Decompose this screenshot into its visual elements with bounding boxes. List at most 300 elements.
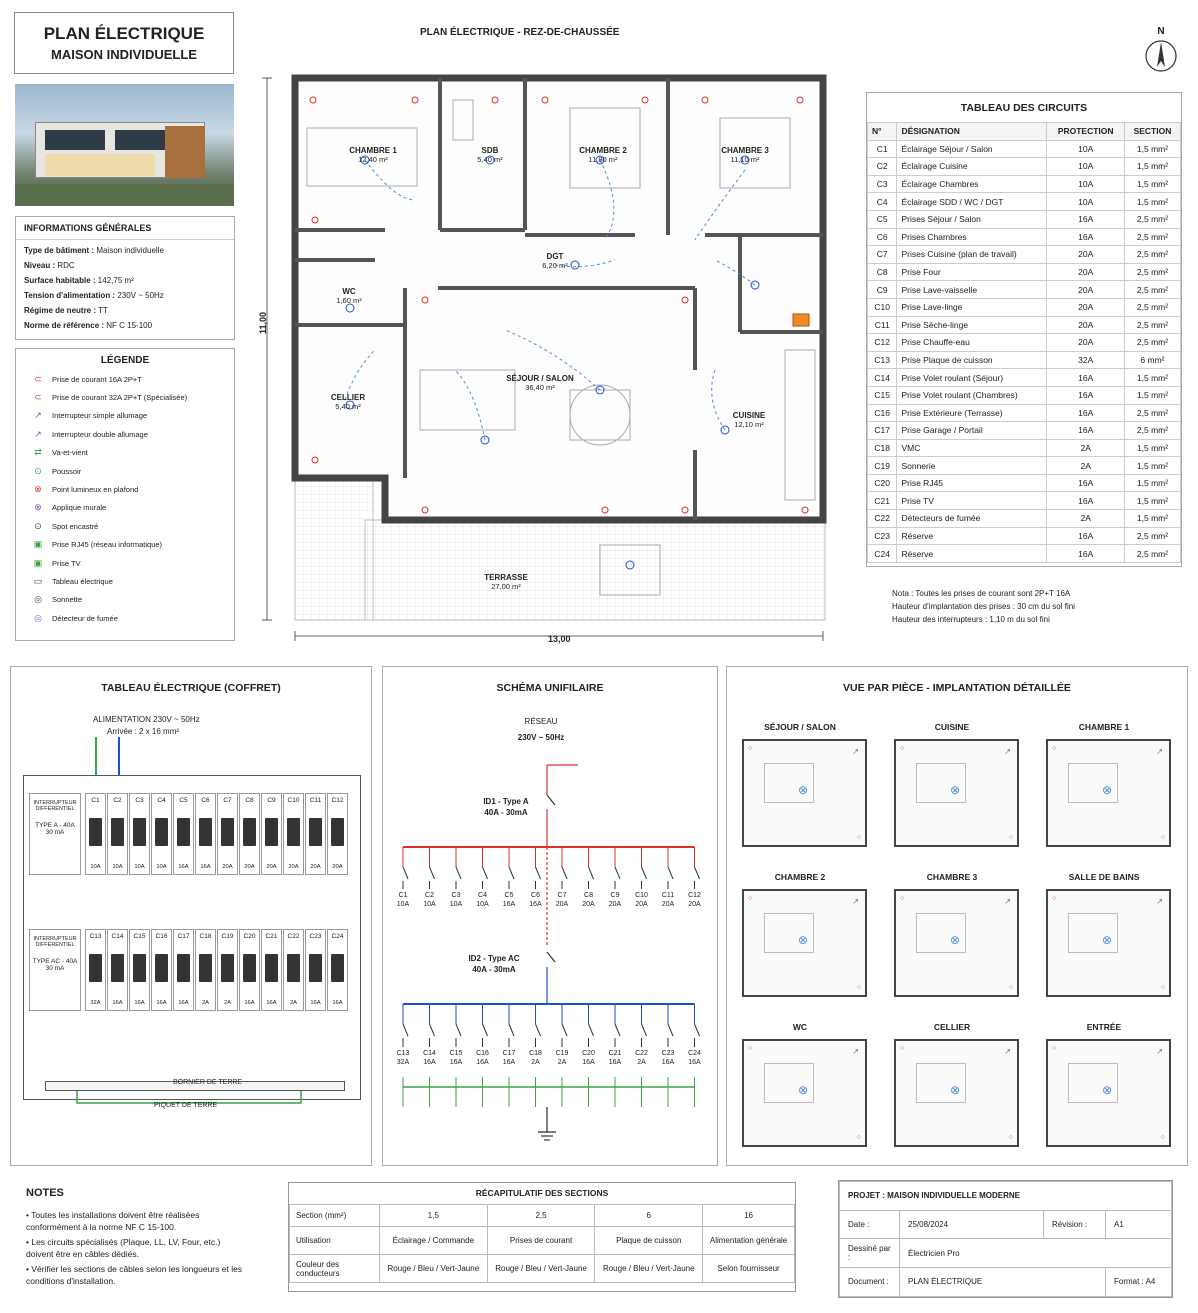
- circuit-cell: 10A: [1047, 140, 1125, 158]
- notes-panel: [26, 1187, 246, 1290]
- section-cell: Prises de courant: [487, 1227, 595, 1255]
- info-label: Type de bâtiment :: [24, 246, 95, 255]
- circuit-row: [868, 457, 1181, 475]
- legend-item: [24, 370, 226, 388]
- coffret-arrivee: Arrivée : 2 x 16 mm²: [107, 727, 180, 736]
- uni-circuit-label: [497, 1049, 521, 1067]
- notes-title: NOTES: [26, 1187, 64, 1199]
- legend-symbol-icon: ⊙: [34, 520, 42, 531]
- legend-item: [24, 499, 226, 517]
- breaker-rating: 10A: [134, 864, 145, 870]
- uni-circuit-rating: 16A: [529, 901, 542, 908]
- breaker-toggle-icon: [155, 954, 168, 982]
- breaker: [151, 793, 172, 875]
- breaker-name: C18: [199, 933, 212, 940]
- uni-circuit-name: C24: [688, 1050, 701, 1057]
- circuit-row: [868, 492, 1181, 510]
- breaker-rating: 20A: [332, 864, 343, 870]
- vue-room-plan: [1046, 1039, 1171, 1147]
- uni-circuit-name: C2: [425, 892, 434, 899]
- notes-items: [26, 1209, 246, 1287]
- socket-icon: ○: [900, 745, 905, 752]
- legend-item: [24, 407, 226, 425]
- circuit-cell: 1,5 mm²: [1124, 492, 1180, 510]
- section-cell: Rouge / Bleu / Vert-Jaune: [487, 1255, 595, 1283]
- uni-circuit-rating: 32A: [396, 1059, 410, 1066]
- circuit-cell: 1,5 mm²: [1124, 158, 1180, 176]
- vue-room-plan: [742, 889, 867, 997]
- uni-circuit-label: [683, 1049, 707, 1067]
- breaker-toggle-icon: [133, 818, 146, 846]
- info-value: 230V ~ 50Hz: [115, 291, 164, 300]
- uni-circuit-name: C3: [451, 892, 461, 899]
- breaker-name: C9: [267, 797, 276, 804]
- uni-circuit-label: [444, 891, 468, 909]
- circuit-cell: Prise Garage / Portail: [897, 422, 1047, 440]
- vue-room-title: CUISINE: [934, 722, 970, 732]
- section-cell: Utilisation: [290, 1227, 380, 1255]
- circuit-cell: 2,5 mm²: [1124, 228, 1180, 246]
- vue-room-plan: [1046, 739, 1171, 847]
- circuit-cell: VMC: [897, 439, 1047, 457]
- socket-icon: ○: [900, 895, 905, 902]
- uni-circuit-label: [391, 1049, 415, 1067]
- circuit-cell: Détecteurs de fumée: [897, 510, 1047, 528]
- vue-room-title: WC: [792, 1022, 808, 1032]
- circuit-cell: C24: [868, 545, 897, 563]
- breaker-rating: 16A: [332, 1000, 343, 1006]
- reseau-label: RÉSEAU: [524, 717, 558, 726]
- uni-circuit-label: [630, 1049, 654, 1067]
- section-cell: 6: [595, 1205, 703, 1227]
- diff2: INTERRUPTEUR DIFFÉRENTIEL TYPE AC - 40A 30 mA: [29, 929, 81, 1011]
- uni-circuit-rating: 16A: [449, 1059, 463, 1066]
- circuit-cell: C9: [868, 281, 897, 299]
- breaker: [129, 929, 150, 1011]
- circuit-cell: 16A: [1047, 210, 1125, 228]
- breaker: [261, 793, 282, 875]
- breaker-rating: 20A: [222, 864, 233, 870]
- vue-room-plan: [742, 739, 867, 847]
- uni-circuit-name: C16: [476, 1050, 489, 1057]
- wire-line: [642, 1024, 647, 1036]
- breaker-name: C10: [287, 797, 300, 804]
- switch-icon: ↗: [1004, 747, 1011, 756]
- breaker-toggle-icon: [287, 818, 300, 846]
- wire-line: [668, 867, 673, 879]
- section-cell: Section (mm²): [290, 1205, 380, 1227]
- plan-title: PLAN ÉLECTRIQUE - REZ-DE-CHAUSSÉE: [420, 27, 620, 38]
- rev-label: Révision :: [1044, 1210, 1106, 1239]
- uni-circuit-rating: 16A: [582, 1059, 595, 1066]
- uni-circuit-rating: 10A: [423, 901, 436, 908]
- breaker-name: C20: [243, 933, 256, 940]
- sections-table: [289, 1204, 795, 1283]
- uni-circuit-label: [444, 1049, 468, 1067]
- circuit-row: [868, 281, 1181, 299]
- ceiling-light-icon: ⊗: [950, 1083, 961, 1097]
- circuit-cell: 16A: [1047, 474, 1125, 492]
- circuit-row: [868, 527, 1181, 545]
- legend-label: Interrupteur double allumage: [52, 429, 148, 439]
- circuit-cell: Éclairage Séjour / Salon: [897, 140, 1047, 158]
- uni-circuit-name: C10: [635, 892, 648, 899]
- circuit-row: [868, 263, 1181, 281]
- breaker-toggle-icon: [133, 954, 146, 982]
- breaker-toggle-icon: [111, 954, 124, 982]
- breaker-toggle-icon: [111, 818, 124, 846]
- room-wc: WC 1,60 m²: [336, 287, 362, 305]
- breaker-rating: 16A: [178, 864, 189, 870]
- circuit-row: [868, 140, 1181, 158]
- ceiling-light-icon: ⊗: [1102, 783, 1113, 797]
- breaker-toggle-icon: [331, 954, 344, 982]
- legend-label: Applique murale: [52, 503, 107, 513]
- circuit-cell: 2A: [1047, 510, 1125, 528]
- circuit-cell: 16A: [1047, 545, 1125, 563]
- legend-item: [24, 462, 226, 480]
- socket-icon: ○: [748, 745, 753, 752]
- dim-height: 11,00: [258, 311, 269, 335]
- info-label: Norme de référence :: [24, 321, 105, 330]
- breaker: [283, 793, 304, 875]
- socket-icon: ○: [1008, 834, 1013, 841]
- breaker: [151, 929, 172, 1011]
- uni-circuit-label: [524, 1049, 548, 1067]
- legend-item: [24, 517, 226, 535]
- uni-circuit-label: [471, 891, 495, 909]
- dim-width: 13,00: [548, 634, 571, 644]
- circuit-cell: 16A: [1047, 369, 1125, 387]
- info-value: RDC: [55, 261, 75, 270]
- circuit-cell: 2,5 mm²: [1124, 422, 1180, 440]
- uni-circuit-rating: 2A: [637, 1059, 646, 1066]
- circuit-cell: 16A: [1047, 527, 1125, 545]
- supply-wires: [11, 737, 373, 777]
- circuit-cell: 2,5 mm²: [1124, 316, 1180, 334]
- circuit-cell: C19: [868, 457, 897, 475]
- ceiling-light-icon: ⊗: [798, 933, 809, 947]
- vue-room-title: SALLE DE BAINS: [1068, 872, 1140, 882]
- breaker-rating: 20A: [288, 864, 299, 870]
- sections-title: RÉCAPITULATIF DES SECTIONS: [475, 1188, 609, 1198]
- circuit-row: [868, 175, 1181, 193]
- legend-label: Spot encastré: [52, 521, 99, 531]
- uni-circuit-rating: 2A: [531, 1059, 540, 1066]
- legend-label: Prise TV: [52, 558, 81, 568]
- circuit-cell: 2,5 mm²: [1124, 210, 1180, 228]
- wire-line: [547, 952, 555, 962]
- circuit-cell: 1,5 mm²: [1124, 175, 1180, 193]
- uni-circuit-label: [577, 1049, 601, 1067]
- breaker: [85, 793, 106, 875]
- circuit-cell: 20A: [1047, 298, 1125, 316]
- wire-line: [403, 867, 408, 879]
- circuit-row: [868, 474, 1181, 492]
- section-row: [290, 1205, 795, 1227]
- uni-circuit-name: C15: [449, 1050, 463, 1057]
- uni-circuit-label: [656, 891, 680, 909]
- breakers-row1: [85, 793, 349, 875]
- circuit-cell: 10A: [1047, 158, 1125, 176]
- section-cell: 2,5: [487, 1205, 595, 1227]
- circuits-header: PROTECTION: [1047, 123, 1125, 141]
- breaker-rating: 20A: [244, 864, 255, 870]
- section-cell: Rouge / Bleu / Vert-Jaune: [380, 1255, 488, 1283]
- room-sejour: SÉJOUR / SALON 36,40 m²: [506, 374, 574, 392]
- breaker-rating: 16A: [134, 1000, 145, 1006]
- legend-title: LÉGENDE: [100, 355, 150, 366]
- section-cell: Éclairage / Commande: [380, 1227, 488, 1255]
- info-label: Niveau :: [24, 261, 56, 270]
- breaker-toggle-icon: [309, 818, 322, 846]
- breaker-rating: 16A: [178, 1000, 189, 1006]
- legend-label: Prise de courant 16A 2P+T: [52, 374, 142, 384]
- date-value: 25/08/2024: [900, 1210, 1044, 1239]
- dessine-value: Électricien Pro: [900, 1239, 1172, 1268]
- vue-room-title: ENTRÉE: [1086, 1022, 1122, 1032]
- legend-symbol-icon: ⊙: [34, 465, 42, 476]
- id1-name: ID1 - Type A: [483, 797, 529, 806]
- breaker-name: C12: [331, 797, 344, 804]
- legend-label: Interrupteur simple allumage: [52, 411, 148, 421]
- breaker-name: C5: [179, 797, 188, 804]
- info-panel: [15, 216, 235, 340]
- legend-label: Tableau électrique: [52, 576, 113, 586]
- uni-circuit-rating: 10A: [449, 901, 463, 908]
- uni-circuit-name: C9: [610, 892, 620, 899]
- circuit-cell: Prise Lave-vaisselle: [897, 281, 1047, 299]
- breaker: [173, 793, 194, 875]
- breaker-rating: 16A: [244, 1000, 255, 1006]
- section-cell: Couleur des conducteurs: [290, 1255, 380, 1283]
- info-value: 142,75 m²: [95, 276, 134, 285]
- circuit-cell: C6: [868, 228, 897, 246]
- uni-circuit-name: C5: [504, 892, 514, 899]
- breaker: [107, 793, 128, 875]
- circuits-header: SECTION: [1124, 123, 1180, 141]
- breaker-toggle-icon: [177, 818, 190, 846]
- circuit-cell: C16: [868, 404, 897, 422]
- section-row: [290, 1255, 795, 1283]
- coffret-panel: [10, 666, 372, 1166]
- title-box: [14, 12, 234, 74]
- circuit-cell: 2,5 mm²: [1124, 334, 1180, 352]
- breaker-toggle-icon: [221, 818, 234, 846]
- breaker-toggle-icon: [309, 954, 322, 982]
- circuit-cell: 2,5 mm²: [1124, 246, 1180, 264]
- legend-symbol-icon: ◎: [34, 594, 42, 605]
- uni-circuit-name: C14: [423, 1050, 436, 1057]
- wire-line: [562, 1024, 567, 1036]
- breaker: [217, 793, 238, 875]
- uni-circuit-label: [656, 1049, 680, 1067]
- uni-circuit-label: [683, 891, 707, 909]
- switch-icon: ↗: [1156, 747, 1163, 756]
- legend-symbol-icon: ⇄: [34, 447, 42, 458]
- breaker-rating: 2A: [289, 1000, 298, 1006]
- circuit-cell: 20A: [1047, 263, 1125, 281]
- uni-circuit-label: [391, 891, 415, 909]
- uni-circuit-rating: 16A: [502, 1059, 516, 1066]
- section-cell: Rouge / Bleu / Vert-Jaune: [595, 1255, 703, 1283]
- uni-circuit-name: C21: [608, 1050, 622, 1057]
- wire-line: [695, 867, 700, 879]
- switch-icon: ↗: [852, 897, 859, 906]
- switch-icon: ↗: [1004, 897, 1011, 906]
- socket-icon: ○: [1160, 834, 1165, 841]
- wire-line: [695, 1024, 700, 1036]
- id1-spec: 40A - 30mA: [484, 808, 528, 817]
- room-dgt: DGT 6,20 m²: [542, 252, 568, 270]
- ceiling-light-icon: ⊗: [1102, 1083, 1113, 1097]
- breaker-toggle-icon: [199, 818, 212, 846]
- breaker-toggle-icon: [221, 954, 234, 982]
- circuit-cell: C21: [868, 492, 897, 510]
- breaker-name: C16: [155, 933, 168, 940]
- uni-circuit-rating: 16A: [423, 1059, 436, 1066]
- unifilaire-panel: [382, 666, 718, 1166]
- breaker-rating: 16A: [156, 1000, 167, 1006]
- socket-icon: ○: [900, 1045, 905, 1052]
- breaker-name: C21: [265, 933, 278, 940]
- uni-circuit-rating: 2A: [557, 1059, 567, 1066]
- socket-icon: ○: [856, 1134, 861, 1141]
- circuit-cell: Prise Chauffe-eau: [897, 334, 1047, 352]
- breaker-name: C14: [111, 933, 124, 940]
- breaker-toggle-icon: [89, 818, 102, 846]
- circuit-cell: 16A: [1047, 386, 1125, 404]
- breaker-toggle-icon: [331, 818, 344, 846]
- tension-label: 230V ~ 50Hz: [517, 733, 565, 742]
- uni-circuit-rating: 20A: [635, 901, 648, 908]
- wire-line: [509, 867, 514, 879]
- circuit-cell: 32A: [1047, 351, 1125, 369]
- room-cellier: CELLIER 5,40 m²: [330, 393, 366, 411]
- circuit-cell: C7: [868, 246, 897, 264]
- breaker-toggle-icon: [265, 954, 278, 982]
- id2-name: ID2 - Type AC: [468, 954, 520, 963]
- breaker-toggle-icon: [89, 954, 102, 982]
- circuit-cell: 2A: [1047, 439, 1125, 457]
- breaker-name: C3: [135, 797, 144, 804]
- room-terrasse: TERRASSE 27,00 m²: [484, 573, 528, 591]
- wire-line: [536, 867, 541, 879]
- uni-circuit-name: C20: [582, 1050, 595, 1057]
- circuit-row: [868, 228, 1181, 246]
- circuits-panel: [866, 92, 1182, 567]
- room-chambre3: CHAMBRE 3 11,10 m²: [721, 146, 769, 164]
- breaker-name: C11: [309, 797, 322, 804]
- uni-circuit-name: C17: [502, 1050, 516, 1057]
- format-cell: Format : A4: [1106, 1268, 1172, 1297]
- circuit-cell: 1,5 mm²: [1124, 457, 1180, 475]
- circuit-note: Nota : Toutes les prises de courant sont 2P+T 16A: [892, 589, 1071, 598]
- breaker-name: C22: [287, 933, 300, 940]
- wire-line: [547, 795, 555, 805]
- legend-item: [24, 388, 226, 406]
- wire-line: [403, 1024, 408, 1036]
- circuit-cell: 1,5 mm²: [1124, 474, 1180, 492]
- dessine-label: Dessiné par :: [840, 1239, 900, 1268]
- circuit-cell: 2,5 mm²: [1124, 298, 1180, 316]
- circuit-cell: C22: [868, 510, 897, 528]
- legend-item: [24, 572, 226, 590]
- breaker: [239, 929, 260, 1011]
- socket-icon: ○: [1052, 745, 1057, 752]
- uni-circuit-name: C12: [688, 892, 701, 899]
- socket-icon: ○: [748, 1045, 753, 1052]
- info-row: [24, 303, 226, 318]
- breaker-rating: 16A: [310, 1000, 321, 1006]
- uni-circuit-rating: 16A: [688, 1059, 701, 1066]
- vue-panel: [726, 666, 1188, 1166]
- switch-icon: ↗: [1156, 1047, 1163, 1056]
- circuit-cell: 2,5 mm²: [1124, 527, 1180, 545]
- breaker-toggle-icon: [265, 818, 278, 846]
- breaker: [129, 793, 150, 875]
- legend-label: Poussoir: [52, 466, 82, 476]
- circuit-row: [868, 386, 1181, 404]
- legend-label: Point lumineux en plafond: [52, 485, 139, 495]
- circuit-row: [868, 439, 1181, 457]
- socket-icon: ○: [1160, 984, 1165, 991]
- uni-circuit-rating: 16A: [502, 901, 516, 908]
- unifilaire-diagram: [383, 667, 719, 1167]
- uni-circuit-label: [550, 1049, 574, 1067]
- circuits-header: N°: [868, 123, 897, 141]
- switch-icon: ↗: [852, 1047, 859, 1056]
- circuit-cell: Prise Four: [897, 263, 1047, 281]
- breaker-toggle-icon: [155, 818, 168, 846]
- legend-label: Va-et-vient: [52, 448, 88, 458]
- circuit-cell: 6 mm²: [1124, 351, 1180, 369]
- breaker: [173, 929, 194, 1011]
- section-cell: 1,5: [380, 1205, 488, 1227]
- info-label: Tension d'alimentation :: [24, 291, 116, 300]
- breaker-rating: 10A: [112, 864, 123, 870]
- note-item: • Vérifier les sections de câbles selon les longueurs et les conditions d'installation.: [26, 1264, 243, 1286]
- circuit-cell: C8: [868, 263, 897, 281]
- breaker-rating: 16A: [112, 1000, 123, 1006]
- uni-circuit-rating: 10A: [476, 901, 489, 908]
- circuit-cell: 16A: [1047, 492, 1125, 510]
- wire-line: [536, 1024, 541, 1036]
- uni-circuit-name: C8: [584, 892, 593, 899]
- wire-line: [456, 867, 461, 879]
- wire-line: [589, 1024, 594, 1036]
- legend-label: Prise RJ45 (réseau informatique): [52, 540, 163, 550]
- breaker-rating: 20A: [310, 864, 321, 870]
- circuit-cell: Prise Plaque de cuisson: [897, 351, 1047, 369]
- switch-icon: ↗: [1004, 1047, 1011, 1056]
- legend-symbol-icon: ⊂: [34, 392, 42, 403]
- breaker: [327, 929, 348, 1011]
- breaker: [217, 929, 238, 1011]
- circuit-cell: Réserve: [897, 545, 1047, 563]
- info-value: TT: [96, 306, 108, 315]
- switch-icon: ↗: [1156, 897, 1163, 906]
- info-rows: [16, 240, 234, 336]
- wire-line: [615, 1024, 620, 1036]
- ceiling-light-icon: ⊗: [798, 1083, 809, 1097]
- breaker: [327, 793, 348, 875]
- circuit-cell: C14: [868, 369, 897, 387]
- doc-label: Document :: [840, 1268, 900, 1297]
- circuit-cell: C13: [868, 351, 897, 369]
- ceiling-light-icon: ⊗: [950, 783, 961, 797]
- circuit-cell: C15: [868, 386, 897, 404]
